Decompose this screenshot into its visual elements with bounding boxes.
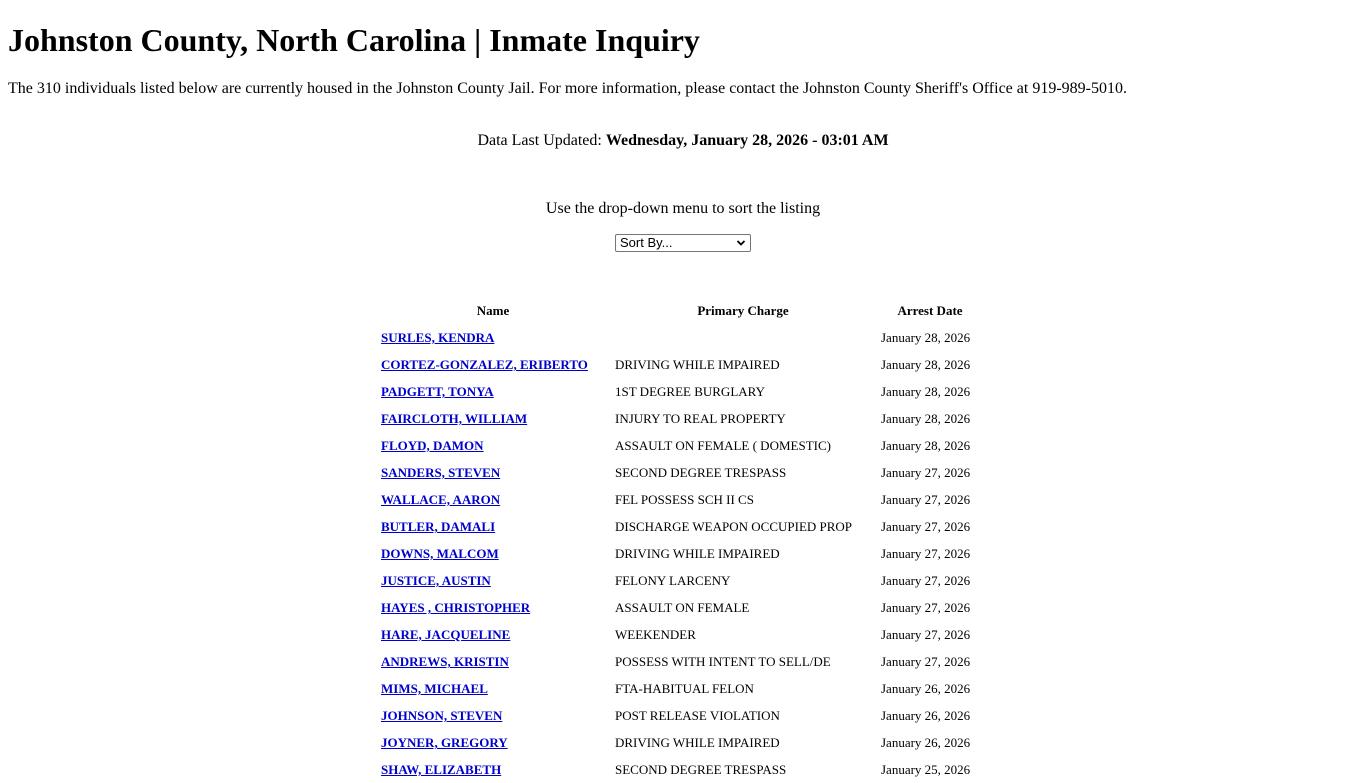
primary-charge-cell: FELONY LARCENY [615,573,731,588]
sort-by-selected-value: Sort By... [620,235,673,250]
inmate-name-link[interactable]: SHAW, ELIZABETH [381,762,502,777]
inmate-name-link[interactable]: HAYES , CHRISTOPHER [381,600,531,615]
intro-text: The 310 individuals listed below are currently housed in the Johnston County Jail. For more information, please contact the Johnston County Sheriff's Office at 919-989-5010. [8,80,1127,97]
table-row [376,621,984,648]
inmate-name-cell [376,729,610,756]
inmate-name-link[interactable]: FAIRCLOTH, WILLIAM [381,411,528,426]
primary-charge-cell: WEEKENDER [615,627,696,642]
arrest-date-cell: January 28, 2026 [881,357,971,372]
arrest-date-cell: January 27, 2026 [881,546,971,561]
table-row [376,540,984,567]
column-header-arrest-date: Arrest Date [897,303,963,318]
primary-charge-cell: POSSESS WITH INTENT TO SELL/DE [615,654,831,669]
inmate-name-cell [376,756,610,783]
primary-charge-cell: FEL POSSESS SCH II CS [615,492,754,507]
arrest-date-cell: January 27, 2026 [881,573,971,588]
arrest-date-cell: January 27, 2026 [881,465,971,480]
table-header-row [376,297,984,324]
inmate-name-link[interactable]: CORTEZ-GONZALEZ, ERIBERTO [381,357,588,372]
inmate-name-cell [376,513,610,540]
inmate-name-cell [376,324,610,351]
inmate-name-cell [376,621,610,648]
table-row [376,459,984,486]
inmate-name-cell [376,567,610,594]
inmate-name-cell [376,702,610,729]
primary-charge-cell: ASSAULT ON FEMALE [615,600,750,615]
primary-charge-cell: DISCHARGE WEAPON OCCUPIED PROP [615,519,853,534]
arrest-date-cell: January 26, 2026 [881,681,971,696]
table-row [376,675,984,702]
inmate-name-link[interactable]: WALLACE, AARON [381,492,501,507]
inmate-name-cell [376,378,610,405]
table-row [376,378,984,405]
primary-charge-cell: DRIVING WHILE IMPAIRED [615,546,780,561]
table-row [376,486,984,513]
data-last-updated [0,131,1366,151]
inmate-name-link[interactable]: SANDERS, STEVEN [381,465,501,480]
table-row [376,513,984,540]
inmate-name-link[interactable]: FLOYD, DAMON [381,438,484,453]
inmate-name-link[interactable]: SURLES, KENDRA [381,330,495,345]
primary-charge-cell: DRIVING WHILE IMPAIRED [615,735,780,750]
chevron-down-icon [736,238,746,248]
table-row [376,432,984,459]
sort-instructions: Use the drop-down menu to sort the listing [545,200,821,217]
table-row [376,729,984,756]
table-row [376,351,984,378]
primary-charge-cell [610,324,876,351]
arrest-date-cell: January 27, 2026 [881,654,971,669]
table-row [376,324,984,351]
primary-charge-cell: ASSAULT ON FEMALE ( DOMESTIC) [615,438,831,453]
arrest-date-cell: January 28, 2026 [881,384,971,399]
inmate-name-link[interactable]: PADGETT, TONYA [381,384,494,399]
inmate-name-cell [376,432,610,459]
inmate-name-link[interactable]: HARE, JACQUELINE [381,627,511,642]
arrest-date-cell: January 27, 2026 [881,600,971,615]
table-row [376,567,984,594]
column-header-name: Name [476,303,510,318]
arrest-date-cell: January 27, 2026 [881,519,971,534]
arrest-date-cell: January 25, 2026 [881,762,971,777]
inmate-name-link[interactable]: ANDREWS, KRISTIN [381,654,509,669]
inmate-name-cell [376,351,610,378]
primary-charge-cell: FTA-HABITUAL FELON [615,681,754,696]
primary-charge-cell: POST RELEASE VIOLATION [615,708,780,723]
arrest-date-cell: January 26, 2026 [881,735,971,750]
inmate-name-cell [376,648,610,675]
column-header-primary-charge: Primary Charge [697,303,789,318]
inmate-name-link[interactable]: MIMS, MICHAEL [381,681,488,696]
inmate-name-cell [376,486,610,513]
arrest-date-cell: January 26, 2026 [881,708,971,723]
inmate-table [376,297,984,783]
primary-charge-cell: INJURY TO REAL PROPERTY [615,411,786,426]
arrest-date-cell: January 28, 2026 [881,438,971,453]
inmate-name-link[interactable]: JUSTICE, AUSTIN [381,573,491,588]
primary-charge-cell: 1ST DEGREE BURGLARY [615,384,765,399]
primary-charge-cell: SECOND DEGREE TRESPASS [615,465,787,480]
table-row [376,702,984,729]
inmate-name-cell [376,405,610,432]
table-row [376,594,984,621]
inmate-name-cell [376,459,610,486]
inmate-name-cell [376,540,610,567]
arrest-date-cell: January 27, 2026 [881,492,971,507]
updated-label: Data Last Updated: [477,132,606,149]
inmate-name-link[interactable]: JOHNSON, STEVEN [381,708,503,723]
inmate-name-link[interactable]: JOYNER, GREGORY [381,735,508,750]
table-row [376,648,984,675]
inmate-name-cell [376,675,610,702]
inmate-name-link[interactable]: DOWNS, MALCOM [381,546,499,561]
inmate-name-link[interactable]: BUTLER, DAMALI [381,519,496,534]
page-title: Johnston County, North Carolina | Inmate Inquiry [8,22,700,58]
sort-by-select[interactable] [615,234,751,252]
arrest-date-cell: January 28, 2026 [881,411,971,426]
arrest-date-cell: January 28, 2026 [881,330,971,345]
primary-charge-cell: DRIVING WHILE IMPAIRED [615,357,780,372]
primary-charge-cell: SECOND DEGREE TRESPASS [615,762,787,777]
table-row [376,405,984,432]
inmate-name-cell [376,594,610,621]
arrest-date-cell: January 27, 2026 [881,627,971,642]
table-row [376,756,984,783]
updated-value: Wednesday, January 28, 2026 - 03:01 AM [605,132,889,149]
